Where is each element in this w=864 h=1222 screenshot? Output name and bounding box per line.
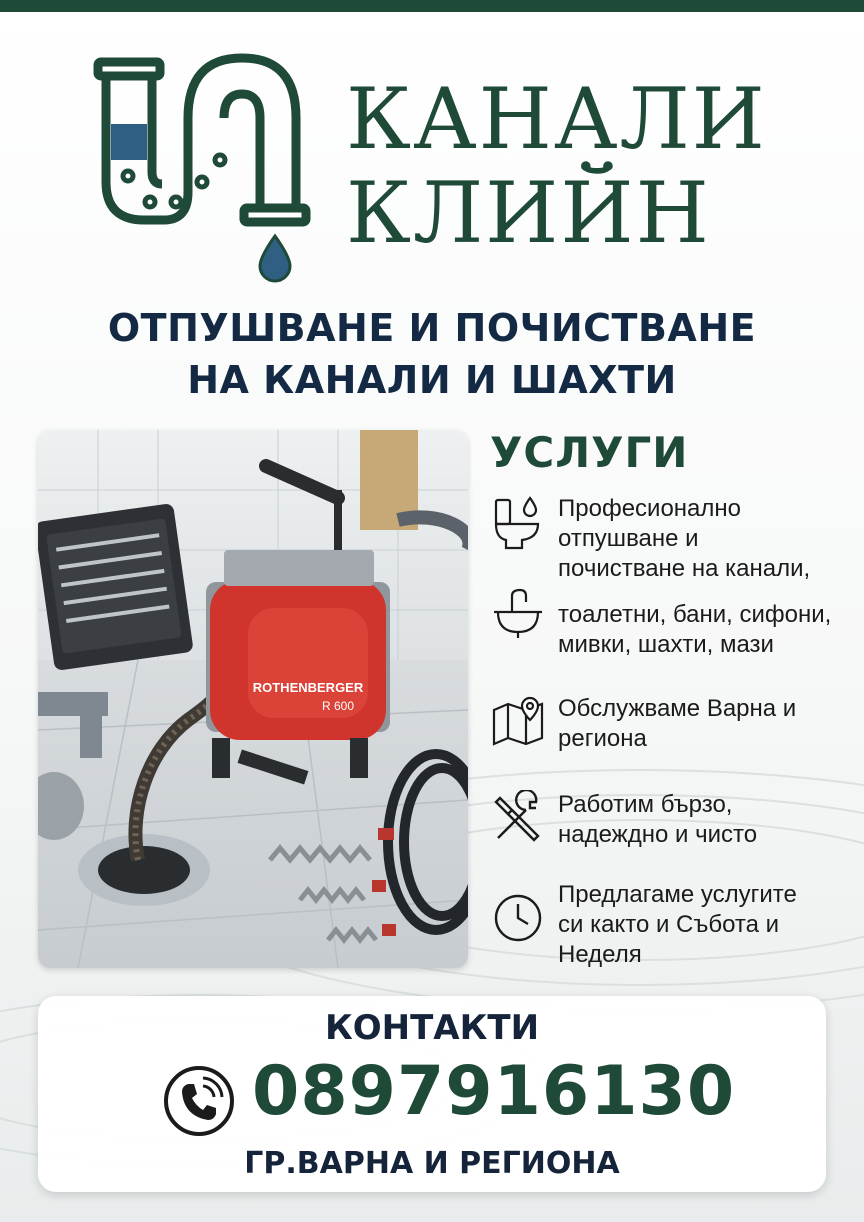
phone-icon[interactable] [162,1064,236,1138]
service-line: почистване на канали, [558,555,811,582]
service-line: Професионално [558,495,741,522]
machine-model-label: R 600 [321,699,355,713]
contact-box [38,996,826,1192]
drain-machine-photo [38,430,468,968]
headline-line-1: ОТПУШВАНЕ И ПОЧИСТВАНЕ [107,306,757,350]
tools-icon [490,790,546,846]
service-line: Предлагаме услугите [558,881,797,908]
brand-line-2: КЛИЙН [346,164,711,262]
contact-title: КОНТАКТИ [324,1008,540,1048]
service-item-weekend [558,880,797,970]
contact-city: ГР.ВАРНА И РЕГИОНА [244,1146,620,1181]
service-line: отпушване и [558,525,699,552]
headline-line-2: НА КАНАЛИ И ШАХТИ [187,358,677,402]
service-item-fast [558,790,757,850]
brand-name [346,72,767,260]
service-line: региона [558,725,647,752]
phone-number[interactable]: 0897916130 [252,1052,736,1131]
service-item-fixtures [558,600,831,660]
service-line: Обслужваме Варна и [558,695,797,722]
service-item-professional [558,494,810,584]
sink-icon [490,584,546,640]
service-line: тоалетни, бани, сифони, [558,601,832,628]
clock-icon [490,890,546,946]
brand-line-1: КАНАЛИ [346,70,767,168]
service-line: Неделя [558,941,642,968]
map-icon [490,694,546,750]
machine-brand-label: ROTHENBERGER [252,680,364,695]
pipe-drop-logo-icon [92,52,312,284]
top-accent-bar [0,0,864,12]
service-line: си както и Събота и [558,911,780,938]
service-line: надеждно и чисто [558,821,758,848]
service-line: мивки, шахти, мази [558,631,774,658]
services-title: УСЛУГИ [490,428,689,477]
main-headline [0,302,864,406]
toilet-icon [490,494,546,550]
service-line: Работим бързо, [558,791,733,818]
service-item-region [558,694,796,754]
